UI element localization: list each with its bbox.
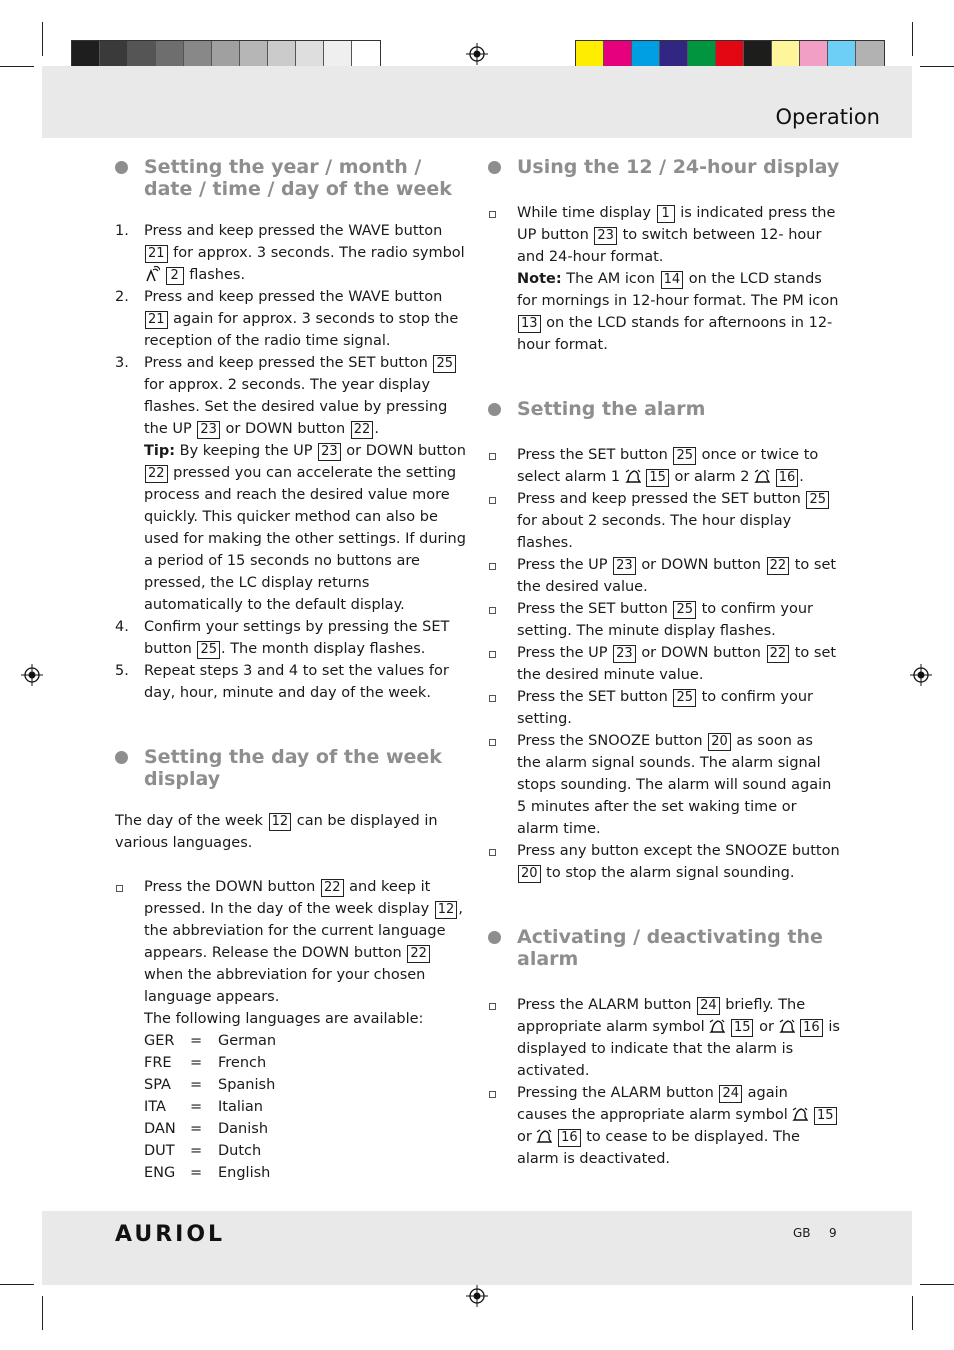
ref-number: 20 — [518, 865, 541, 883]
color-swatch — [268, 41, 296, 69]
ref-number: 16 — [776, 469, 799, 487]
checkbox-bullet-icon — [489, 739, 496, 746]
note-label: Note: — [517, 271, 562, 287]
list-item: While time display 1 is indicated press the UP button 23 to switch between 12- hour and 24-hour format. Note: The AM icon 14 on the LCD stands for mornings in 12-hour format. The PM icon 13 on the LCD stands for afternoons in 12-hour format. — [488, 202, 840, 356]
ref-number: 25 — [673, 689, 696, 707]
checkbox-bullet-icon — [489, 695, 496, 702]
page-title: Operation — [775, 105, 880, 129]
language-eq: = — [190, 1121, 203, 1137]
crop-mark — [920, 1284, 954, 1285]
language-name: Dutch — [218, 1143, 262, 1159]
language-name: Spanish — [218, 1077, 276, 1093]
table-row — [144, 1118, 276, 1140]
color-swatch — [772, 41, 800, 69]
ref-number: 23 — [613, 645, 636, 663]
ref-number: 14 — [661, 271, 684, 289]
language-code: GER — [144, 1033, 175, 1049]
language-name: French — [218, 1055, 267, 1071]
bullet-list — [488, 202, 840, 356]
page-number: 9 — [829, 1226, 837, 1240]
ref-number: 21 — [145, 245, 168, 263]
crop-mark — [42, 1296, 43, 1330]
table-row — [144, 1074, 276, 1096]
ref-number: 23 — [318, 443, 341, 461]
color-swatch — [352, 41, 380, 69]
crop-mark — [42, 22, 43, 56]
list-item: 1. Press and keep pressed the WAVE button 21 for approx. 3 seconds. The radio symbol 2 flashes. — [115, 223, 465, 283]
list-item: Press the SET button 25 to confirm your setting. The minute display flashes. — [488, 598, 840, 642]
language-code: ITA — [144, 1099, 166, 1115]
color-swatch — [632, 41, 660, 69]
ref-number: 24 — [697, 997, 720, 1015]
table-row — [144, 1096, 276, 1118]
bullet-icon — [488, 931, 501, 944]
tip-label: Tip: — [144, 443, 176, 459]
checkbox-bullet-icon — [489, 1091, 496, 1098]
color-swatch — [828, 41, 856, 69]
svg-text:AURIOL: AURIOL — [115, 1222, 226, 1247]
right-column — [488, 156, 840, 1170]
section-heading: Using the 12 / 24-hour display — [488, 156, 840, 178]
crop-mark — [0, 66, 34, 67]
language-code: FRE — [144, 1055, 172, 1071]
ref-number: 12 — [435, 901, 458, 919]
crop-mark — [912, 1296, 913, 1330]
alarm-bell-icon — [792, 1107, 808, 1122]
color-swatch — [800, 41, 828, 69]
list-item: 4. Confirm your settings by pressing the SET button 25 . The month display flashes. — [115, 619, 450, 657]
color-swatch — [156, 41, 184, 69]
color-swatch — [72, 41, 100, 69]
ref-number: 22 — [145, 465, 168, 483]
ref-number: 22 — [767, 645, 790, 663]
color-swatch — [212, 41, 240, 69]
language-name: English — [218, 1165, 271, 1181]
language-table — [144, 1030, 276, 1184]
ref-number: 22 — [351, 421, 374, 439]
bullet-list — [115, 876, 467, 1184]
ref-number: 1 — [657, 205, 675, 223]
crop-mark — [920, 66, 954, 67]
registration-mark-icon — [466, 43, 488, 65]
language-eq: = — [190, 1033, 203, 1049]
ref-number: 22 — [321, 879, 344, 897]
ref-number: 25 — [806, 491, 829, 509]
ref-number: 25 — [197, 641, 220, 659]
language-eq: = — [190, 1143, 203, 1159]
checkbox-bullet-icon — [489, 849, 496, 856]
section-heading: Setting the day of the week display — [115, 746, 467, 790]
list-item: 3. Press and keep pressed the SET button 25 for approx. 2 seconds. The year display flashes. Set the desired value by pressing the UP 23 or DOWN button 22 . Tip: By keeping the UP 23 or DOWN button 22 pressed you can accelerate the setting process and reach the desired value more quickly. This quicker method can also be used for making the other settings. If during a period of 15 seconds no buttons are pressed, the LC display returns automatically to the default display. — [115, 355, 466, 613]
section-heading: Setting the year / month / date / time / day of the week — [115, 156, 467, 200]
checkbox-bullet-icon — [489, 211, 496, 218]
list-item: Press the DOWN button 22 and keep it pressed. In the day of the week display 12 , the abbreviation for the current language appears. Release the DOWN button 22 when the abbreviation for your chosen language appears. The following languages are available: GER = German FRE = French SPA = Spanish ITA = Italian DAN = Danish DUT = Dutch ENG = English — [115, 876, 467, 1184]
ref-number: 22 — [407, 945, 430, 963]
ref-number: 24 — [719, 1085, 742, 1103]
ref-number: 22 — [767, 557, 790, 575]
alarm-bell-icon — [536, 1129, 552, 1144]
color-swatch — [128, 41, 156, 69]
alarm-bell-icon — [625, 469, 641, 484]
language-eq: = — [190, 1055, 203, 1071]
checkbox-bullet-icon — [489, 497, 496, 504]
alarm-bell-icon — [779, 1019, 795, 1034]
table-row — [144, 1052, 276, 1074]
ref-number: 2 — [166, 267, 184, 285]
crop-mark — [912, 22, 913, 56]
registration-mark-icon — [466, 1285, 488, 1307]
registration-mark-icon — [21, 664, 43, 686]
color-swatch — [744, 41, 772, 69]
checkbox-bullet-icon — [489, 563, 496, 570]
language-name: Danish — [218, 1121, 269, 1137]
crop-mark — [0, 1284, 34, 1285]
registration-mark-icon — [910, 664, 932, 686]
table-row — [144, 1162, 276, 1184]
ref-number: 13 — [518, 315, 541, 333]
steps-list — [115, 220, 467, 704]
color-swatch — [688, 41, 716, 69]
bullet-list — [488, 994, 840, 1170]
list-item: Press the UP 23 or DOWN button 22 to set the desired value. — [488, 554, 840, 598]
list-item: Press the SET button 25 to confirm your setting. — [488, 686, 840, 730]
color-swatch — [296, 41, 324, 69]
ref-number: 16 — [800, 1019, 823, 1037]
paragraph: The day of the week 12 can be displayed in various languages. — [115, 813, 438, 851]
checkbox-bullet-icon — [489, 651, 496, 658]
list-item: Press any button except the SNOOZE button 20 to stop the alarm signal sounding. — [488, 840, 840, 884]
language-code: DUT — [144, 1143, 175, 1159]
left-column — [115, 156, 467, 1184]
table-row — [144, 1030, 276, 1052]
list-item: Press the ALARM button 24 briefly. The appropriate alarm symbol 15 or 16 is displayed to indicate that the alarm is activated. — [488, 994, 840, 1082]
radio-signal-icon — [144, 266, 160, 282]
ref-number: 12 — [269, 813, 292, 831]
ref-number: 15 — [814, 1107, 837, 1125]
ref-number: 20 — [708, 733, 731, 751]
language-code: SPA — [144, 1077, 171, 1093]
ref-number: 21 — [145, 311, 168, 329]
color-swatch — [184, 41, 212, 69]
ref-number: 16 — [558, 1129, 581, 1147]
checkbox-bullet-icon — [489, 453, 496, 460]
ref-number: 25 — [673, 447, 696, 465]
list-item: 2. Press and keep pressed the WAVE button 21 again for approx. 3 seconds to stop the reception of the radio time signal. — [115, 289, 459, 349]
language-eq: = — [190, 1077, 203, 1093]
list-item: Press and keep pressed the SET button 25 for about 2 seconds. The hour display flashes. — [488, 488, 840, 554]
list-item: Press the SNOOZE button 20 as soon as the alarm signal sounds. The alarm signal stops sounding. The alarm will sound again 5 minutes after the set waking time or alarm time. — [488, 730, 840, 840]
color-swatch — [100, 41, 128, 69]
list-item: 5. Repeat steps 3 and 4 to set the values for day, hour, minute and day of the week. — [115, 663, 449, 701]
ref-number: 15 — [731, 1019, 754, 1037]
alarm-bell-icon — [709, 1019, 725, 1034]
color-swatch — [604, 41, 632, 69]
language-name: Italian — [218, 1099, 263, 1115]
section-heading: Setting the alarm — [488, 398, 840, 420]
ref-number: 15 — [646, 469, 669, 487]
ref-number: 25 — [433, 355, 456, 373]
language-name: German — [218, 1033, 277, 1049]
table-row — [144, 1140, 276, 1162]
alarm-bell-icon — [754, 469, 770, 484]
language-code: DAN — [144, 1121, 176, 1137]
list-item: Press the UP 23 or DOWN button 22 to set the desired minute value. — [488, 642, 840, 686]
section-heading: Activating / deactivating the alarm — [488, 926, 840, 970]
list-item: Pressing the ALARM button 24 again causes the appropriate alarm symbol 15 or 16 to cease to be displayed. The alarm is deactivated. — [488, 1082, 840, 1170]
color-swatch — [856, 41, 884, 69]
color-swatch — [576, 41, 604, 69]
checkbox-bullet-icon — [489, 607, 496, 614]
bullet-icon — [488, 403, 501, 416]
language-eq: = — [190, 1165, 203, 1181]
bullet-list — [488, 444, 840, 884]
ref-number: 23 — [197, 421, 220, 439]
color-swatch — [660, 41, 688, 69]
color-swatch — [324, 41, 352, 69]
language-eq: = — [190, 1099, 203, 1115]
page-language: GB — [793, 1226, 811, 1240]
brand-logo — [115, 1220, 250, 1248]
ref-number: 25 — [673, 601, 696, 619]
bullet-icon — [115, 161, 128, 174]
list-item: Press the SET button 25 once or twice to select alarm 1 15 or alarm 2 16 . — [488, 444, 840, 488]
color-swatch — [716, 41, 744, 69]
checkbox-bullet-icon — [489, 1003, 496, 1010]
ref-number: 23 — [613, 557, 636, 575]
checkbox-bullet-icon — [116, 885, 123, 892]
bullet-icon — [488, 161, 501, 174]
bullet-icon — [115, 751, 128, 764]
color-swatch — [240, 41, 268, 69]
ref-number: 23 — [594, 227, 617, 245]
language-code: ENG — [144, 1165, 176, 1181]
